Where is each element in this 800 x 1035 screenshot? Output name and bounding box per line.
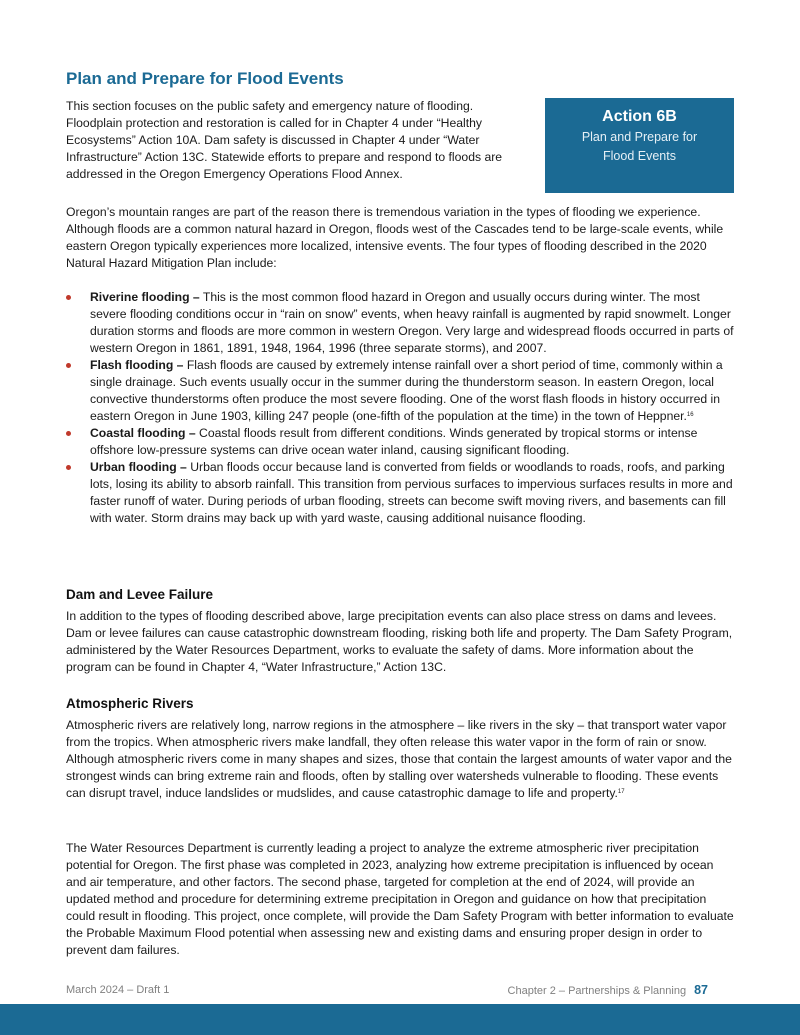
list-item-flash <box>66 357 736 425</box>
bullet-text: This is the most common flood hazard in Oregon and usually occurs during winter. The most severe flooding conditions occur in “rain on snow” events, when heavy rainfall is augmented by rapid snowmelt. Longer duration storms and floods are more common in western Oregon. Very large and widespread floods occurred in parts of western Oregon in 1861, 1891, 1948, 1964, 1996 (three separate storms), and 2007. <box>90 290 734 355</box>
action-subtitle-line2: Flood Events <box>603 149 676 163</box>
bullet-icon <box>66 431 71 436</box>
list-item-urban <box>66 459 736 527</box>
flood-types-list <box>66 289 736 527</box>
bullet-term: Flash flooding – <box>90 358 184 372</box>
intro-paragraph: This section focuses on the public safety and emergency nature of flooding. Floodplain protection and restoration is called for in Chapter 4 under “Healthy Ecosystems” Action 10A. Dam safety is discussed in Chapter 4 under “Water Infrastructure” Action 13C. Statewide efforts to prepare and respond to floods are addressed in the Oregon Emergency Operations Flood Annex. <box>66 99 503 181</box>
bullet-text: Flash floods are caused by extremely intense rainfall over a short period of time, commonly within a single drainage. Such events usually occur in the summer during the thunderstorm season. In eastern Oregon, local convective thunderstorms often produce the most severe flooding. One of the worst flash floods in history occurred in eastern Oregon in June 1903, killing 247 people (one-fifth of the population at the time) in the town of Heppner. <box>90 358 723 423</box>
bullet-text: Coastal floods result from different conditions. Winds generated by tropical storms or intense offshore low-pressure systems can drive ocean water inland, causing significant flooding. <box>90 426 698 457</box>
flooding-variation-paragraph: Oregon’s mountain ranges are part of the reason there is tremendous variation in the types of flooding we experience. Although floods are a common natural hazard in Oregon, floods west of the Cascades tend to be large-scale events, while eastern Oregon typically experiences more localized, intensive events. The four types of flooding described in the 2020 Natural Hazard Mitigation Plan include: <box>66 205 724 270</box>
list-item-riverine <box>66 289 736 357</box>
bullet-icon <box>66 295 71 300</box>
footnote-ref[interactable]: 17 <box>617 789 625 795</box>
action-callout-box <box>545 98 734 193</box>
footer-chapter <box>508 983 708 997</box>
bullet-icon <box>66 465 71 470</box>
bullet-icon <box>66 363 71 368</box>
bullet-term: Riverine flooding – <box>90 290 200 304</box>
dam-paragraph: In addition to the types of flooding described above, large precipitation events can also place stress on dams and levees. Dam or levee failures can cause catastrophic downstream flooding, risking both life and property. The Dam Safety Program, administered by the Water Resources Department, works to evaluate the safety of dams. More information about the program can be found in Chapter 4, “Water Infrastructure,” Action 13C. <box>66 609 733 674</box>
footer-bar <box>0 1004 800 1035</box>
footer-date: March 2024 – Draft 1 <box>66 984 170 996</box>
page-number: 87 <box>694 983 708 997</box>
section-title: Plan and Prepare for Flood Events <box>66 69 344 88</box>
atmospheric-text: Atmospheric rivers are relatively long, narrow regions in the atmosphere – like rivers in the sky – that transport water vapor from the tropics. When atmospheric rivers make landfall, they often release this water vapor in the form of rain or snow. Although atmospheric rivers come in many shapes and sizes, those that contain the largest amounts of water vapor and the strongest winds can bring extreme rain and floods, often by stalling over watersheds vulnerable to flooding. These events can disrupt travel, induce landslides or mudslides, and cause catastrophic damage to life and property. <box>66 718 732 800</box>
list-item-coastal <box>66 425 736 459</box>
action-subtitle-line1: Plan and Prepare for <box>581 130 698 144</box>
footer-chapter-label: Chapter 2 – Partnerships & Planning <box>507 985 687 997</box>
atmospheric-heading: Atmospheric Rivers <box>66 696 194 711</box>
atmospheric-paragraph <box>66 717 736 802</box>
dam-heading: Dam and Levee Failure <box>66 587 214 602</box>
action-title: Action 6B <box>602 108 677 125</box>
water-resources-paragraph: The Water Resources Department is currently leading a project to analyze the extreme atmospheric river precipitation potential for Oregon. The first phase was completed in 2023, analyzing how extreme precipitation is influenced by ocean and air temperature, and other factors. The second phase, targeted for completion at the end of 2024, will provide an updated method and procedure for determining extreme precipitation in Oregon and guidance on how that precipitation could result in flooding. This project, once complete, will provide the Dam Safety Program with better information to evaluate the Probable Maximum Flood potential when assessing new and existing dams and ensuring proper design in order to prevent dam failures. <box>66 841 734 957</box>
footnote-ref[interactable]: 16 <box>686 412 694 418</box>
bullet-term: Coastal flooding – <box>90 426 196 440</box>
bullet-text: Urban floods occur because land is converted from fields or woodlands to roads, roofs, and parking lots, losing its ability to absorb rainfall. This transition from pervious surfaces to impervious surfaces results in more and faster runoff of water. During periods of urban flooding, streets can become swift moving rivers, and basements can fill with water. Storm drains may back up with yard waste, causing additional nuisance flooding. <box>90 460 733 525</box>
bullet-term: Urban flooding – <box>90 460 187 474</box>
